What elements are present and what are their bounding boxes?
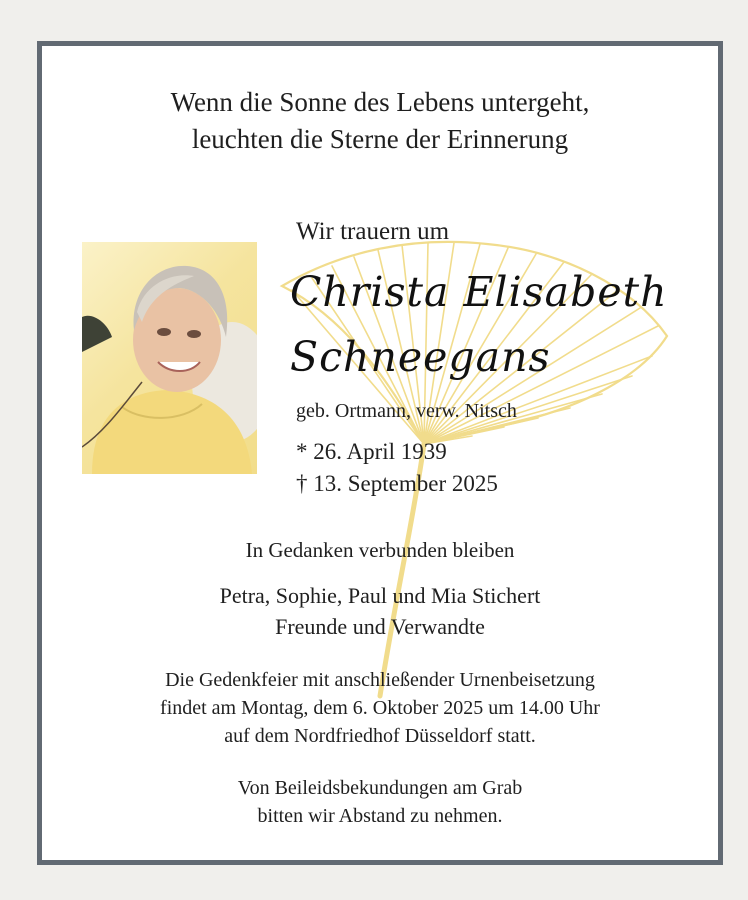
portrait-photo bbox=[82, 242, 257, 474]
motto-line-2: leuchten die Sterne der Erinnerung bbox=[191, 124, 569, 154]
motto-line-1: Wenn die Sonne des Lebens untergeht, bbox=[170, 87, 590, 117]
birth-date: * 26. April 1939 bbox=[296, 439, 447, 464]
mourners-others: Freunde und Verwandte bbox=[275, 614, 485, 639]
ceremony-line-2: findet am Montag, dem 6. Oktober 2025 um 14.00 Uhr bbox=[160, 697, 600, 719]
motto bbox=[42, 84, 718, 158]
ceremony-line-1: Die Gedenkfeier mit anschließender Urnenbeisetzung bbox=[165, 669, 595, 691]
intro-text: Wir trauern um bbox=[296, 218, 450, 245]
maiden-name: geb. Ortmann, verw. Nitsch bbox=[296, 400, 517, 422]
mourners-family: Petra, Sophie, Paul und Mia Stichert bbox=[219, 583, 541, 608]
deceased-first-names: Christa Elisabeth bbox=[290, 268, 668, 316]
ceremony-info bbox=[42, 666, 718, 750]
ceremony-line-3: auf dem Nordfriedhof Düsseldorf statt. bbox=[224, 725, 536, 747]
mourners-list bbox=[42, 580, 718, 642]
life-dates bbox=[296, 436, 498, 500]
mourners-intro: In Gedanken verbunden bleiben bbox=[245, 538, 515, 562]
condolence-line-2: bitten wir Abstand zu nehmen. bbox=[257, 805, 503, 827]
death-date: † 13. September 2025 bbox=[296, 471, 498, 496]
condolence-note bbox=[42, 774, 718, 830]
deceased-surname: Schneegans bbox=[290, 333, 551, 381]
obituary-card bbox=[37, 41, 723, 865]
condolence-line-1: Von Beileidsbekundungen am Grab bbox=[237, 777, 523, 799]
